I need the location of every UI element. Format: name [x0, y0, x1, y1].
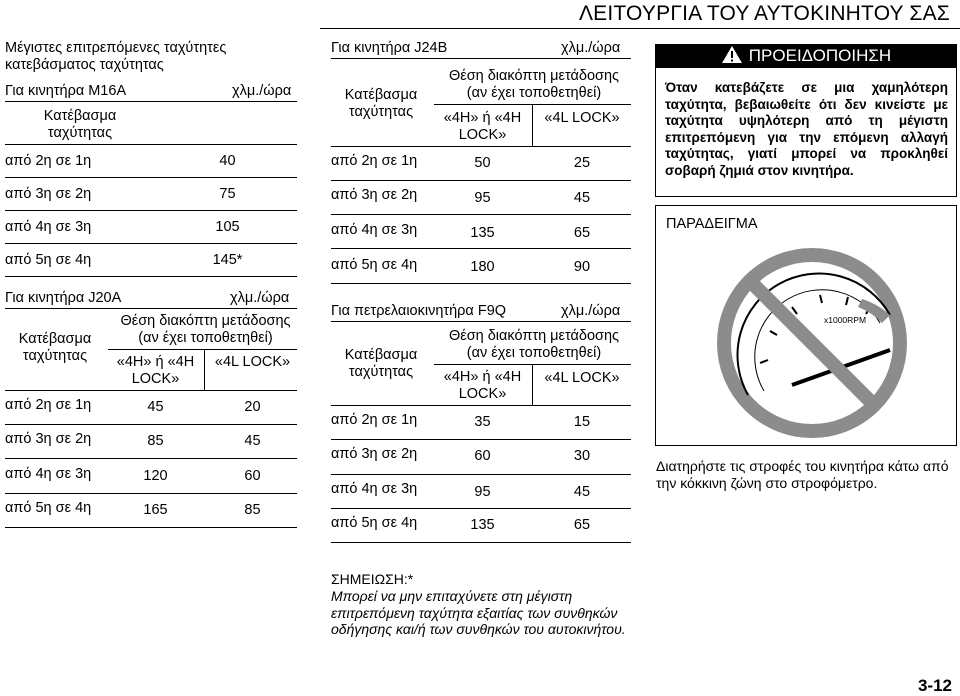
f9q-l4-4: 65 [573, 517, 591, 533]
f9q-col-divider [532, 364, 533, 405]
f9q-top-rule [331, 321, 631, 322]
m16a-title: Για κινητήρα M16A [5, 83, 127, 99]
j20a-gear-4: από 5η σε 4η [5, 500, 92, 516]
m16a-col-header-1: Κατέβασμα [43, 108, 117, 124]
example-label: ΠΑΡΑΔΕΙΓΜΑ [666, 216, 758, 232]
f9q-col-header-2: ταχύτητας [348, 364, 414, 380]
j24b-h4-2: 95 [474, 190, 491, 206]
j24b-h4-4: 180 [470, 259, 495, 275]
intro-line-2: κατεβάσματος ταχύτητας [5, 57, 164, 73]
f9q-h4-1: 35 [474, 414, 491, 430]
note-text: Μπορεί να μην επιταχύνετε στη μέγιστη επιτρεπόμενη ταχύτητα εξαιτίας των συνθηκών οδήγησης και/ή των συνθηκών του αυτοκινήτου. [331, 588, 626, 637]
section-header: ΛΕΙΤΟΥΡΓΙΑ ΤΟΥ ΑΥΤΟΚΙΝΗΤΟΥ ΣΑΣ [578, 2, 950, 25]
m16a-col-header-2: ταχύτητας [47, 125, 113, 141]
j24b-title: Για κινητήρα J24B [331, 40, 448, 56]
m16a-gear-4: από 5η σε 4η [5, 252, 92, 268]
j24b-l4-header: «4L LOCK» [544, 110, 620, 126]
j20a-pos-rule [108, 349, 297, 350]
j20a-col-header-1: Κατέβασμα [18, 331, 92, 347]
f9q-row-rule [331, 474, 631, 475]
j24b-row-rule [331, 214, 631, 215]
f9q-col-header-1: Κατέβασμα [344, 347, 418, 363]
warning-title: ΠΡΟΕΙΔΟΠΟΙΗΣΗ [748, 46, 892, 65]
j24b-row-rule [331, 248, 631, 249]
j24b-pos-header-1: Θέση διακόπτη μετάδοσης [448, 68, 620, 84]
m16a-speed-2: 75 [219, 186, 236, 202]
j24b-row-rule [331, 180, 631, 181]
j24b-l4-3: 65 [573, 225, 591, 241]
m16a-bottom-rule [5, 276, 297, 277]
m16a-gear-3: από 4η σε 3η [5, 219, 92, 235]
f9q-h4-2: 60 [474, 448, 491, 464]
j20a-pos-header-2: (αν έχει τοποθετηθεί) [138, 330, 273, 346]
j20a-col-divider [204, 349, 205, 390]
j24b-top-rule [331, 58, 631, 59]
f9q-h4-4: 135 [470, 517, 495, 533]
tachometer-prohibition-illustration [712, 245, 912, 441]
m16a-gear-1: από 2η σε 1η [5, 153, 92, 169]
m16a-row-rule [5, 177, 297, 178]
m16a-speed-3: 105 [215, 219, 240, 235]
f9q-l4-3: 45 [573, 484, 591, 500]
j20a-gear-2: από 3η σε 2η [5, 431, 92, 447]
j20a-h4-header-2: LOCK» [131, 371, 180, 387]
j24b-col-divider [532, 104, 533, 146]
j20a-row-rule [5, 493, 297, 494]
j20a-header-rule [5, 390, 297, 391]
j24b-h4-3: 135 [470, 225, 495, 241]
note-title: ΣΗΜΕΙΩΣΗ:* [331, 571, 414, 587]
j20a-h4-2: 85 [147, 433, 164, 449]
header-rule [320, 28, 960, 29]
j24b-header-rule [331, 146, 631, 147]
example-caption: Διατηρήστε τις στροφές του κινητήρα κάτω από την κόκκινη ζώνη στο στροφόμετρο. [656, 458, 949, 491]
j20a-l4-header: «4L LOCK» [214, 354, 291, 370]
warning-triangle-icon [721, 45, 743, 64]
j20a-h4-1: 45 [147, 399, 164, 415]
j20a-row-rule [5, 458, 297, 459]
j20a-gear-3: από 4η σε 3η [5, 466, 92, 482]
f9q-gear-1: από 2η σε 1η [331, 412, 418, 428]
m16a-unit: χλμ./ώρα [232, 83, 292, 99]
j20a-h4-4: 165 [143, 502, 168, 518]
j24b-unit: χλμ./ώρα [561, 40, 621, 56]
j24b-gear-4: από 5η σε 4η [331, 257, 418, 273]
f9q-pos-header-2: (αν έχει τοποθετηθεί) [466, 345, 602, 361]
j20a-pos-header-1: Θέση διακόπτη μετάδοσης [120, 313, 291, 329]
j24b-gear-2: από 3η σε 2η [331, 187, 418, 203]
f9q-h4-header-2: LOCK» [458, 386, 507, 402]
j20a-h4-3: 120 [143, 468, 168, 484]
f9q-gear-2: από 3η σε 2η [331, 446, 418, 462]
f9q-pos-header-1: Θέση διακόπτη μετάδοσης [448, 328, 620, 344]
j20a-col-header-2: ταχύτητας [22, 348, 88, 364]
f9q-row-rule [331, 508, 631, 509]
j24b-h4-header-2: LOCK» [458, 127, 507, 143]
j24b-gear-1: από 2η σε 1η [331, 153, 418, 169]
f9q-l4-2: 30 [573, 448, 591, 464]
m16a-top-rule [5, 101, 297, 102]
j20a-row-rule [5, 424, 297, 425]
j24b-col-header-2: ταχύτητας [348, 104, 414, 120]
m16a-speed-4: 145* [212, 252, 243, 268]
m16a-row-rule [5, 210, 297, 211]
j20a-gear-1: από 2η σε 1η [5, 397, 92, 413]
j24b-h4-1: 50 [474, 155, 491, 171]
j20a-title: Για κινητήρα J20A [5, 290, 122, 306]
j24b-gear-3: από 4η σε 3η [331, 222, 418, 238]
f9q-row-rule [331, 439, 631, 440]
f9q-l4-1: 15 [573, 414, 591, 430]
j24b-col-header-1: Κατέβασμα [344, 87, 418, 103]
j20a-h4-header-1: «4H» ή «4H [116, 354, 195, 370]
f9q-gear-3: από 4η σε 3η [331, 481, 418, 497]
f9q-l4-header: «4L LOCK» [544, 370, 620, 386]
gauge-unit-label: x1000RPM [824, 315, 867, 325]
warning-header [655, 44, 957, 68]
f9q-title: Για πετρελαιοκινητήρα F9Q [331, 303, 507, 319]
j24b-l4-1: 25 [573, 155, 591, 171]
j24b-l4-2: 45 [573, 190, 591, 206]
prohibition-bar [750, 281, 874, 405]
f9q-unit: χλμ./ώρα [561, 303, 621, 319]
j20a-l4-3: 60 [244, 468, 261, 484]
f9q-h4-header-1: «4H» ή «4H [443, 369, 522, 385]
page-number: 3-12 [917, 676, 952, 695]
m16a-header-rule [5, 144, 297, 145]
m16a-gear-2: από 3η σε 2η [5, 186, 92, 202]
m16a-row-rule [5, 243, 297, 244]
warning-text: Όταν κατεβάζετε σε μια χαμηλότερη ταχύτητα, βεβαιωθείτε ότι δεν κινείστε με ταχύτητα υψηλότερη από τη μέγιστη επιτρεπόμενη για την επόμενη αλλαγή ταχύτητας, γιατί μπορεί να προκληθεί σοβαρή ζημιά στον κινητήρα. [665, 80, 948, 178]
j24b-bottom-rule [331, 283, 631, 284]
intro-line-1: Μέγιστες επιτρεπόμενες ταχύτητες [5, 40, 227, 56]
f9q-bottom-rule [331, 542, 631, 543]
j20a-l4-1: 20 [244, 399, 261, 415]
j20a-bottom-rule [5, 527, 297, 528]
j20a-l4-2: 45 [244, 433, 261, 449]
j20a-unit: χλμ./ώρα [230, 290, 290, 306]
f9q-header-rule [331, 405, 631, 406]
f9q-h4-3: 95 [474, 484, 491, 500]
f9q-gear-4: από 5η σε 4η [331, 515, 418, 531]
j24b-h4-header-1: «4H» ή «4H [443, 110, 522, 126]
m16a-speed-1: 40 [219, 153, 236, 169]
j24b-l4-4: 90 [573, 259, 591, 275]
j24b-pos-header-2: (αν έχει τοποθετηθεί) [466, 85, 602, 101]
j20a-l4-4: 85 [244, 502, 261, 518]
j20a-top-rule [5, 308, 297, 309]
